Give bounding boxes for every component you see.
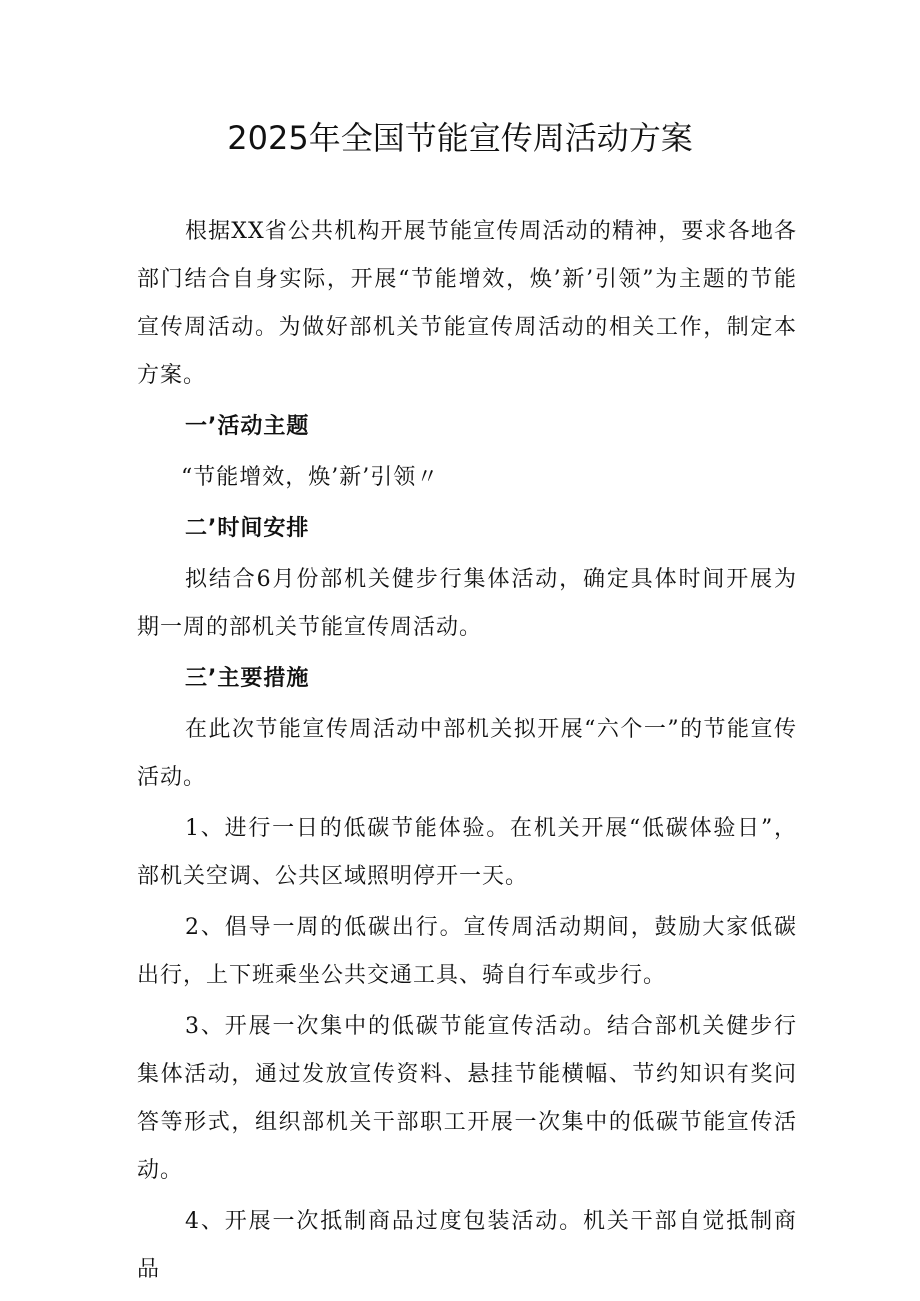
intro-paragraph: 根据XX省公共机构开展节能宣传周活动的精神，要求各地各部门结合自身实际，开展“节能增效，焕’新’引领”为主题的节能宣传周活动。为做好部机关节能宣传周活动的相关工作，制定本方案。 [137,219,797,388]
measure-item-4: 4、开展一次抵制商品过度包装活动。机关干部自觉抵制商品 [137,1209,797,1282]
document-title: 2025年全国节能宣传周活动方案 [227,119,693,157]
document-body [137,208,797,1294]
section-2-paragraph: 拟结合6月份部机关健步行集体活动，确定具体时间开展为期一周的部机关节能宣传周活动。 [137,567,797,640]
section-3-intro: 在此次节能宣传周活动中部机关拟开展“六个一”的节能宣传活动。 [137,717,797,790]
section-3-heading: 三’主要措施 [185,666,310,691]
measure-item-1: 1、进行一日的低碳节能体验。在机关开展“低碳体验日”，部机关空调、公共区域照明停开一天。 [137,816,797,889]
section-1-theme: “节能增效，焕’新’引领〃 [181,465,440,490]
section-2-heading: 二’时间安排 [185,516,310,541]
measure-item-3: 3、开展一次集中的低碳节能宣传活动。结合部机关健步行集体活动，通过发放宣传资料、悬挂节能横幅、节约知识有奖问答等形式，组织部机关干部职工开展一次集中的低碳节能宣传活动。 [137,1014,797,1183]
section-1-heading: 一’活动主题 [185,414,310,439]
measure-item-2: 2、倡导一周的低碳出行。宣传周活动期间，鼓励大家低碳出行，上下班乘坐公共交通工具、骑自行车或步行。 [137,915,797,988]
